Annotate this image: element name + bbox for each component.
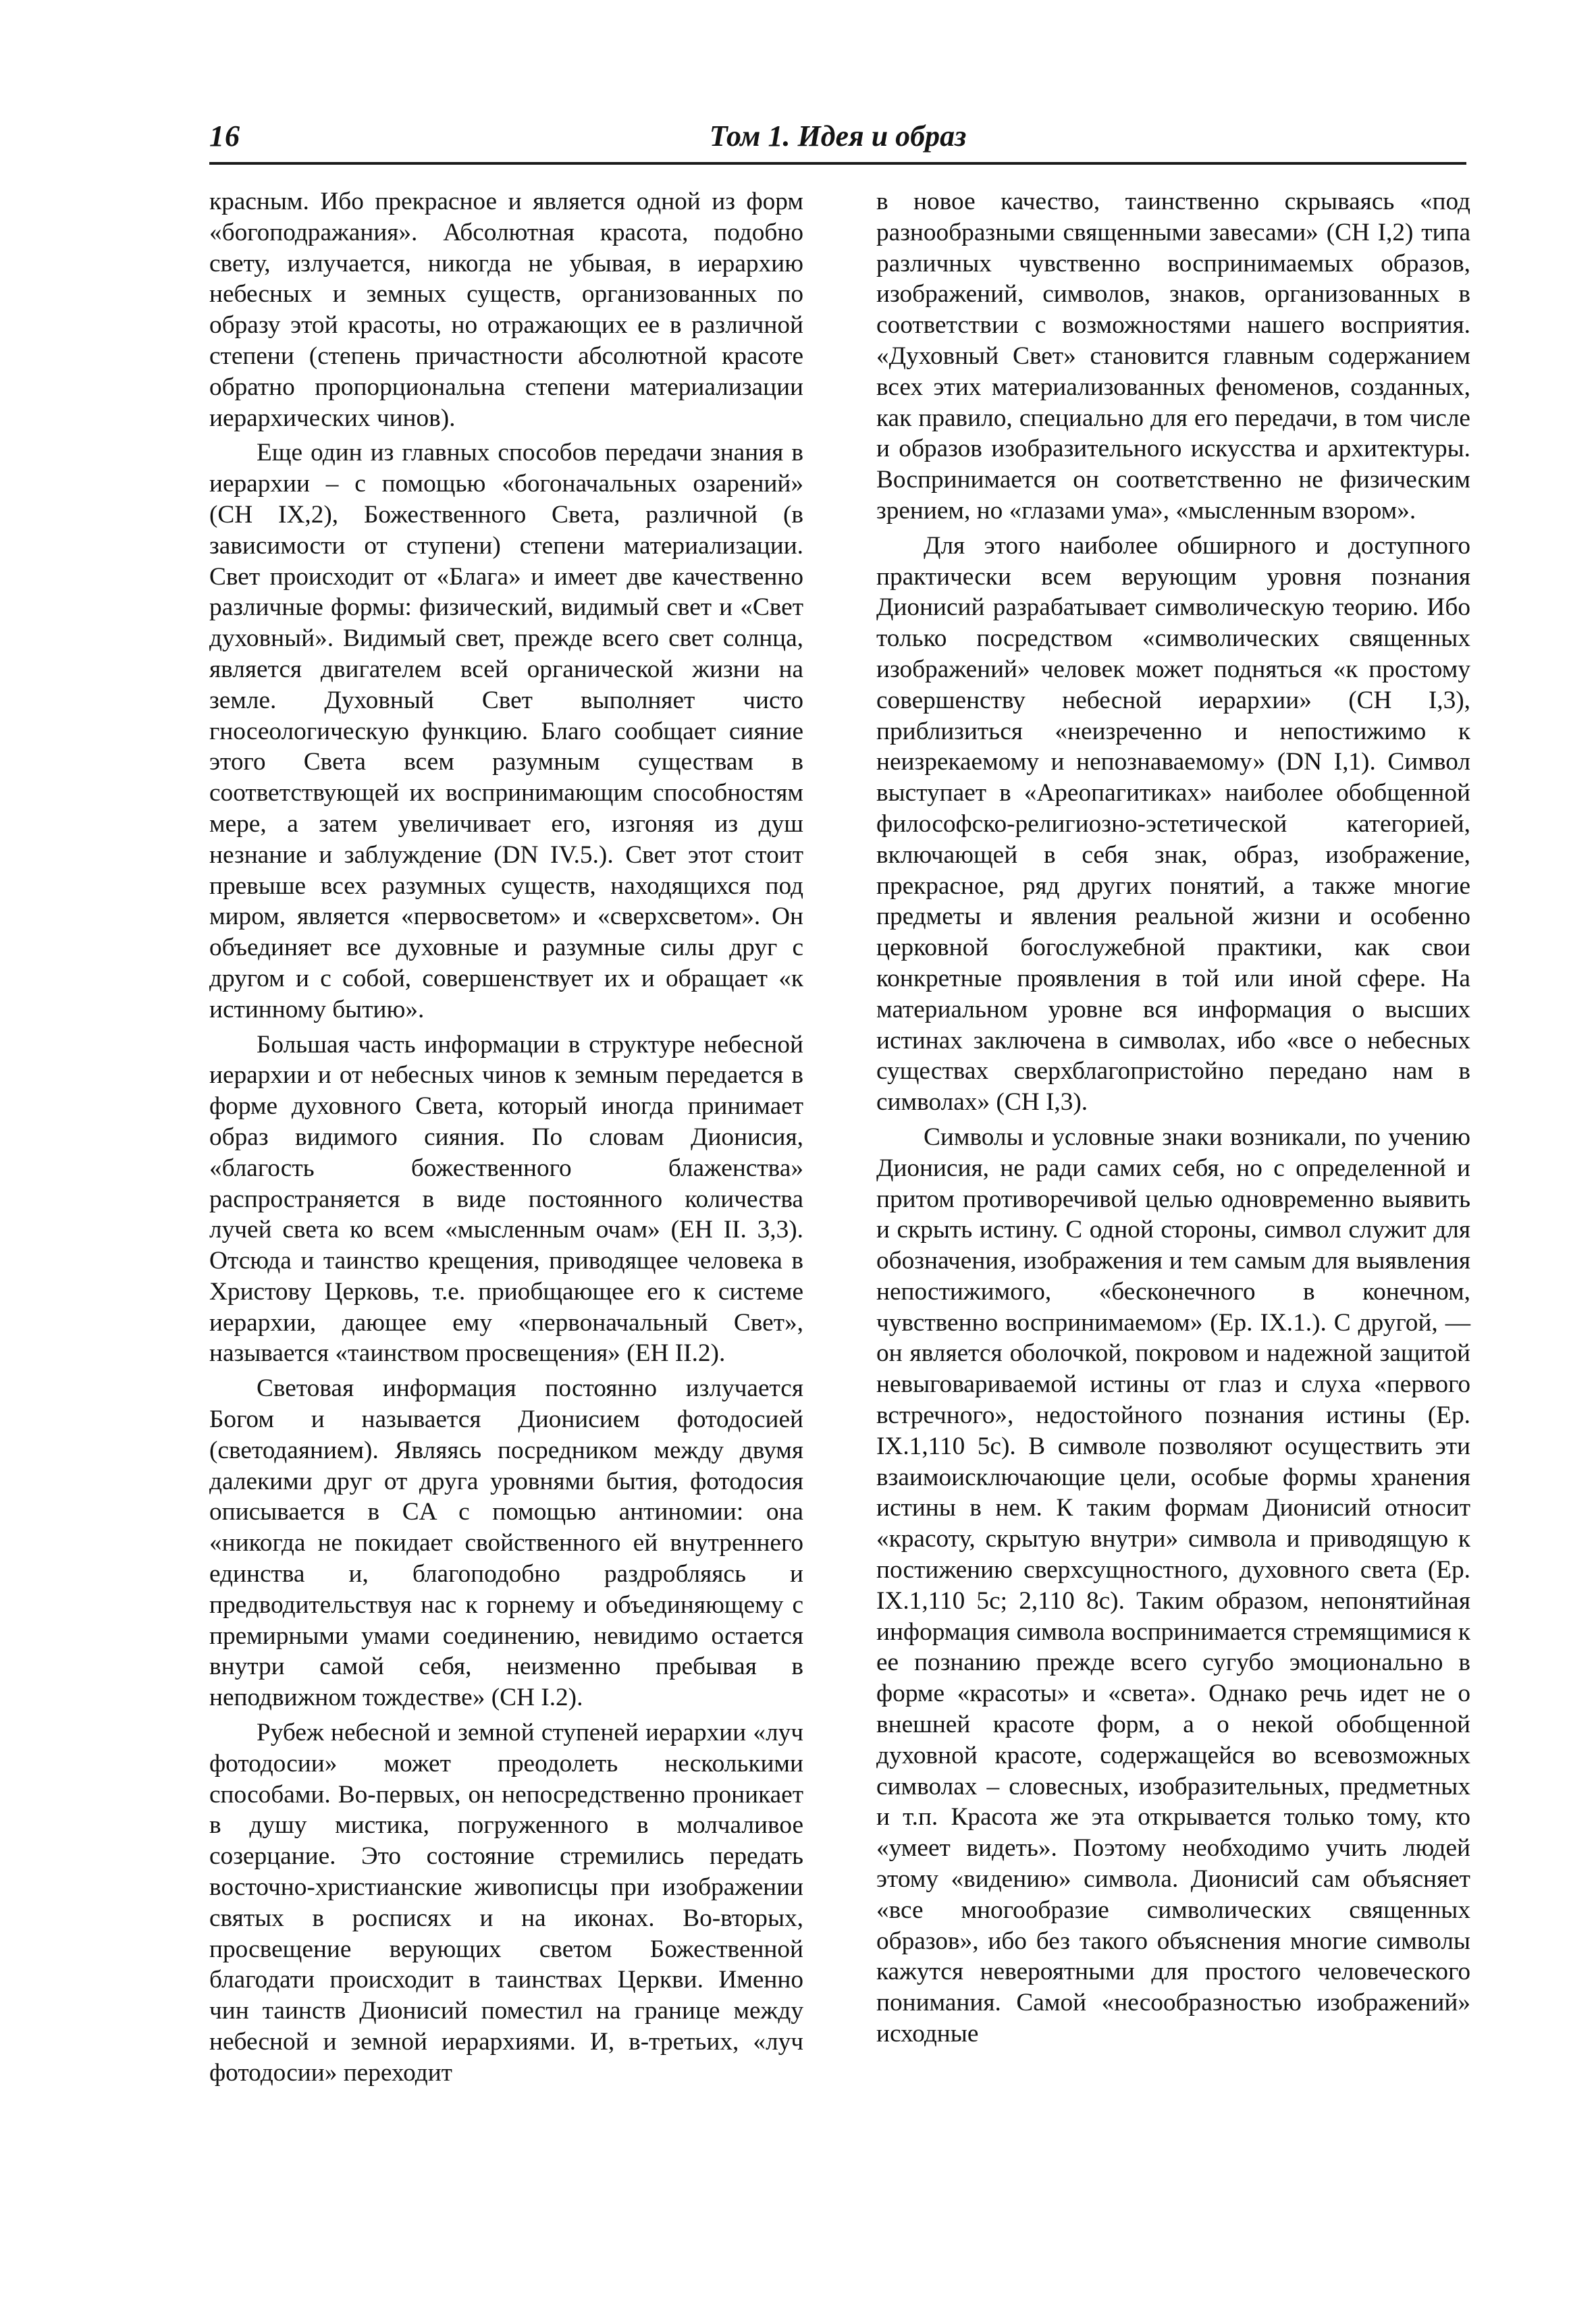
paragraph: в новое качество, таинственно скрываясь «под разнообразными священными завесами» (CH I,2) типа различных чувственно воспринимаемых образов, изображений, символов, знаков, организованных в соответствии с возможностями нашего восприятия. «Духовный Свет» становится главным содержанием всех этих материализованных феноменов, созданных, как правило, специально для его передачи, в том числе и образов изобразительного искусства и архитектуры. Воспринимается он соответственно не физическим зрением, но «глазами ума», «мысленным взором». — [876, 188, 1470, 525]
paragraph: Световая информация постоянно излучается Богом и называется Дионисием фотодосией (светодаянием). Являясь посредником между двумя далекими друг от друга уровнями бытия, фотодосия описывается в CA с помощью антиномии: она «никогда не покидает свойственного ей внутреннего единства и, благоподобно раздробляясь и предводительствуя нас к горнему и объединяющему с премирными умами соединению, невидимо остается внутри самой себя, неизменно пребывая в неподвижном тождестве» (CH I.2). — [209, 1374, 803, 1712]
paragraph: Большая часть информации в структуре небесной иерархии и от небесных чинов к земным передается в форме духовного Света, который иногда принимает образ видимого сияния. По словам Дионисия, «благость божественного блаженства» распространяется в виде постоянного количества лучей света ко всем «мысленным очам» (EH II. 3,3). Отсюда и таинство крещения, приводящее человека в Христову Церковь, т.е. приобщающее его к системе иерархии, дающее ему «первоначальный Свет», называется «таинством просвещения» (EH II.2). — [209, 1030, 803, 1368]
paragraph: Символы и условные знаки возникали, по учению Дионисия, не ради самих себя, но с определенной и притом противоречивой целью одновременно выявить и скрыть истину. С одной стороны, символ служит для обозначения, изображения и тем самым для выявления непостижимого, «бесконечного в конечном, чувственно воспринимаемом» (Ep. IX.1.). С другой, — он является оболочкой, покровом и надежной защитой невыговариваемой истины от глаз и слуха «первого встречного», недостойного познания истины (Ep. IX.1,110 5c). В символе позволяют осуществить эти взаимоисключающие цели, особые формы хранения истины в нем. К таким формам Дионисий относит «красоту, скрытую внутри» символа и приводящую к постижению сверхсущностного, духовного света (Ep. IX.1,110 5c; 2,110 8c). Таким образом, непонятийная информация символа воспринимается стремящимися к ее познанию прежде всего сугубо эмоционально в форме «красоты» и «света». Однако речь идет не о внешней красоте форм, а о некой обобщенной духовной красоте, содержащейся во всевозможных символах – словесных, изобразительных, предметных и т.п. Красота же эта открывается только тому, кто «умеет видеть». Поэтому необходимо учить людей этому «видению» символа. Дионисий сам объясняет «все многообразие символических священных образов», ибо без такого объяснения многие символы кажутся невероятными для простого человеческого понимания. Самой «несообразностью изображений» исходные — [876, 1123, 1470, 2048]
paragraph: Для этого наиболее обширного и доступного практически всем верующим уровня познания Дионисий разрабатывает символическую теорию. Ибо только посредством «символических священных изображений» человек может подняться «к простому совершенству небесной иерархии» (CH I,3), приблизиться «неизреченно и непостижимо к неизрекаемому и непознаваемому» (DN I,1). Символ выступает в «Ареопагитиках» наиболее обобщенной философско-религиозно-эстетической категорией, включающей в себя знак, образ, изображение, прекрасное, ряд других понятий, а также многие предметы и явления реальной жизни и особенно церковной богослужебной практики, как свои конкретные проявления в той или иной сфере. На материальном уровне вся информация о высших истинах заключена в символах, ибо «все о небесных существах сверхблагопристойно передано нам в символах» (CH I,3). — [876, 531, 1470, 1117]
paragraph: красным. Ибо прекрасное и является одной из форм «богоподражания». Абсолютная красота, подобно свету, излучается, никогда не убывая, в иерархию небесных и земных существ, организованных по образу этой красоты, но отражающих ее в различной степени (степень причастности абсолютной красоте обратно пропорциональна степени материализации иерархических чинов). — [209, 188, 803, 432]
right-column — [876, 186, 1470, 2050]
paragraph: Еще один из главных способов передачи знания в иерархии – с помощью «богоначальных озарений» (CH IX,2), Божественного Света, различной (в зависимости от ступени) степени материализации. Свет происходит от «Блага» и имеет две качественно различные формы: физический, видимый свет и «Свет духовный». Видимый свет, прежде всего свет солнца, является двигателем всей органической жизни на земле. Духовный Свет выполняет чисто гносеологическую функцию. Благо сообщает сияние этого Света всем разумным существам в соответствующей их воспринимающим способностям мере, а затем увеличивает его, изгоняя из душ незнание и заблуждение (DN IV.5.). Свет этот стоит превыше всех разумных существ, находящихся под миром, является «первосветом» и «сверхсветом». Он объединяет все духовные и разумные силы друг с другом и с собой, совершенствует их и обращает «к истинному бытию». — [209, 439, 803, 1023]
running-title: Том 1. Идея и образ — [709, 119, 967, 153]
left-column — [209, 186, 803, 2089]
running-header — [209, 113, 1466, 165]
paragraph: Рубеж небесной и земной ступеней иерархии «луч фотодосии» может преодолеть несколькими способами. Во-первых, он непосредственно проникает в душу мистика, погруженного в молчаливое созерцание. Это состояние стремились передать восточно-христианские живописцы при изображении святых в росписях и на иконах. Во-вторых, просвещение верующих светом Божественной благодати происходит в таинствах Церкви. Именно чин таинств Дионисий поместил на границе между небесной и земной иерархиями. И, в-третьих, «луч фотодосии» переходит — [209, 1719, 803, 2087]
page-number: 16 — [209, 119, 240, 153]
